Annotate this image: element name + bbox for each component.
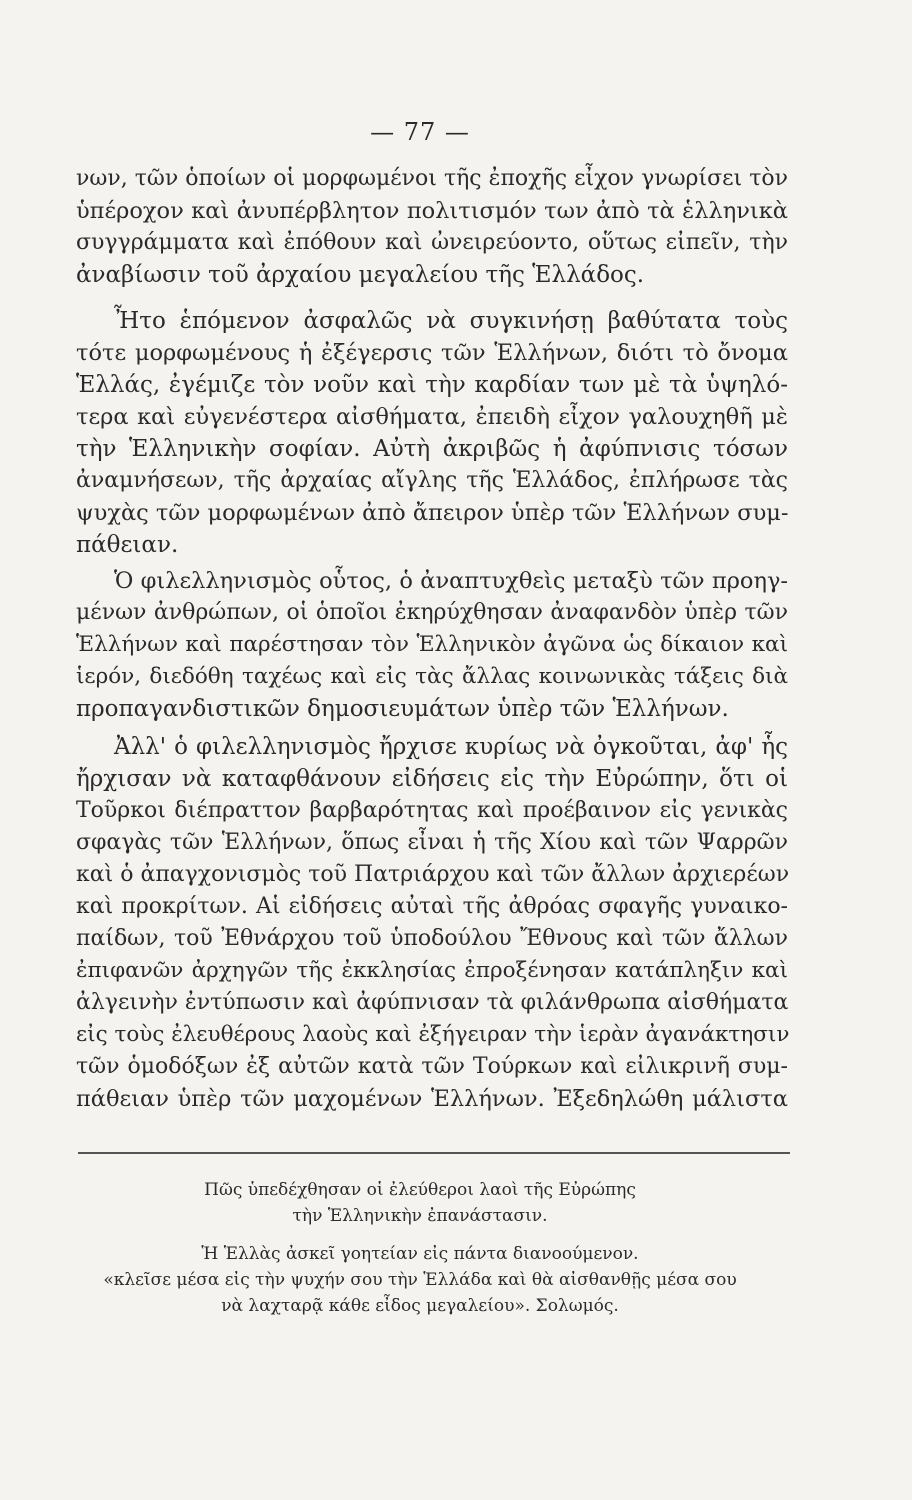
footnote-line: «κλεῖσε μέσα εἰς τὴν ψυχήν σου τὴν Ἑλλάδα καὶ θὰ αἰσθανθῇς μέσα σου [103, 1270, 737, 1290]
text-line: Ἀλλ' ὁ φιλελληνισμὸς ἤρχισε κυρίως νὰ ὀγκοῦται, ἀφ' ἧς [114, 734, 788, 760]
text-line: ἀναμνήσεων, τῆς ἀρχαίας αἴγλης τῆς Ἑλλάδος, ἐπλήρωσε τὰς [76, 468, 788, 493]
text-line: ἐπιφανῶν ἀρχηγῶν τῆς ἐκκλησίας ἐπροξένησαν κατάπληξιν καὶ [76, 958, 788, 983]
text-line: τερα καὶ εὐγενέστερα αἰσθήματα, ἐπειδὴ εἶχον γαλουχηθῆ μὲ [76, 404, 788, 430]
text-line: τῶν ὁμοδόξων ἐξ αὐτῶν κατὰ τῶν Τούρκων καὶ εἰλικρινῆ συμ- [76, 1054, 788, 1079]
footnote-line: Ἡ Ἑλλὰς ἀσκεῖ γοητείαν εἰς πάντα διανοούμενον. [201, 1244, 639, 1264]
footnote-divider [78, 1152, 790, 1154]
text-line: προπαγανδιστικῶν δημοσιευμάτων ὑπὲρ τῶν Ἑλλήνων. [76, 696, 729, 722]
text-line: Ἑλλάς, ἐγέμιζε τὸν νοῦν καὶ τὴν καρδίαν των μὲ τὰ ὑψηλό- [76, 372, 788, 398]
page-number: — 77 — [370, 118, 470, 146]
text-line: ἤρχισαν νὰ καταφθάνουν εἰδήσεις εἰς τὴν Εὐρώπην, ὅτι οἱ [76, 766, 788, 792]
text-line: Τοῦρκοι διέπραττον βαρβαρότητας καὶ προέβαινον εἰς γενικὰς [76, 798, 788, 823]
text-line: μένων ἀνθρώπων, οἱ ὁποῖοι ἐκηρύχθησαν ἀναφανδὸν ὑπὲρ τῶν [76, 600, 788, 625]
text-line: ἀλγεινὴν ἐντύπωσιν καὶ ἀφύπνισαν τὰ φιλάνθρωπα αἰσθήματα [76, 990, 789, 1015]
text-line: καὶ ὁ ἀπαγχονισμὸς τοῦ Πατριάρχου καὶ τῶν ἄλλων ἀρχιερέων [76, 862, 790, 887]
text-line: Ἑλλήνων καὶ παρέστησαν τὸν Ἑλληνικὸν ἀγῶνα ὡς δίκαιον καὶ [76, 632, 788, 657]
text-line: παίδων, τοῦ Ἐθνάρχου τοῦ ὑποδούλου Ἔθνους καὶ τῶν ἄλλων [76, 926, 788, 951]
text-line: ἀναβίωσιν τοῦ ἀρχαίου μεγαλείου τῆς Ἑλλάδος. [76, 262, 645, 288]
text-line: πάθειαν. [76, 532, 179, 558]
text-line: σφαγὰς τῶν Ἑλλήνων, ὅπως εἶναι ἡ τῆς Χίου καὶ τῶν Ψαρρῶν [76, 830, 788, 855]
text-line: Ὁ φιλελληνισμὸς οὗτος, ὁ ἀναπτυχθεὶς μεταξὺ τῶν προηγ- [114, 568, 788, 594]
text-line: νων, τῶν ὁποίων οἱ μορφωμένοι τῆς ἐποχῆς εἶχον γνωρίσει τὸν [76, 166, 788, 191]
text-line: ψυχὰς τῶν μορφωμένων ἀπὸ ἄπειρον ὑπὲρ τῶν Ἑλλήνων συμ- [76, 500, 789, 526]
text-line: τότε μορφωμένους ἡ ἐξέγερσις τῶν Ἑλλήνων, διότι τὸ ὄνομα [76, 340, 788, 366]
footnote-line: τὴν Ἑλληνικὴν ἐπανάστασιν. [292, 1206, 548, 1226]
text-line: τὴν Ἑλληνικὴν σοφίαν. Αὐτὴ ἀκριβῶς ἡ ἀφύπνισις τόσων [76, 436, 788, 462]
text-line: εἰς τοὺς ἐλευθέρους λαοὺς καὶ ἐξήγειραν τὴν ἱερὰν ἀγανάκτησιν [76, 1022, 790, 1047]
text-line: ὑπέροχον καὶ ἀνυπέρβλητον πολιτισμόν των ἀπὸ τὰ ἑλληνικὰ [76, 198, 788, 224]
text-line: πάθειαν ὑπὲρ τῶν μαχομένων Ἑλλήνων. Ἐξεδηλώθη μάλιστα [76, 1086, 788, 1112]
text-line: συγγράμματα καὶ ἐπόθουν καὶ ὠνειρεύοντο, οὕτως εἰπεῖν, τὴν [76, 230, 788, 255]
footnote-line: Πῶς ὑπεδέχθησαν οἱ ἐλεύθεροι λαοὶ τῆς Εὐρώπης [204, 1180, 636, 1200]
text-line: Ἦτο ἑπόμενον ἀσφαλῶς νὰ συγκινήσῃ βαθύτατα τοὺς [114, 308, 788, 334]
footnote-line: νὰ λαχταρᾷ κάθε εἶδος μεγαλείου». Σολωμός. [221, 1296, 619, 1316]
text-line: ἱερόν, διεδόθη ταχέως καὶ εἰς τὰς ἄλλας κοινωνικὰς τάξεις διὰ [76, 664, 788, 689]
text-line: καὶ προκρίτων. Αἱ εἰδήσεις αὐταὶ τῆς ἀθρόας σφαγῆς γυναικο- [76, 894, 788, 919]
